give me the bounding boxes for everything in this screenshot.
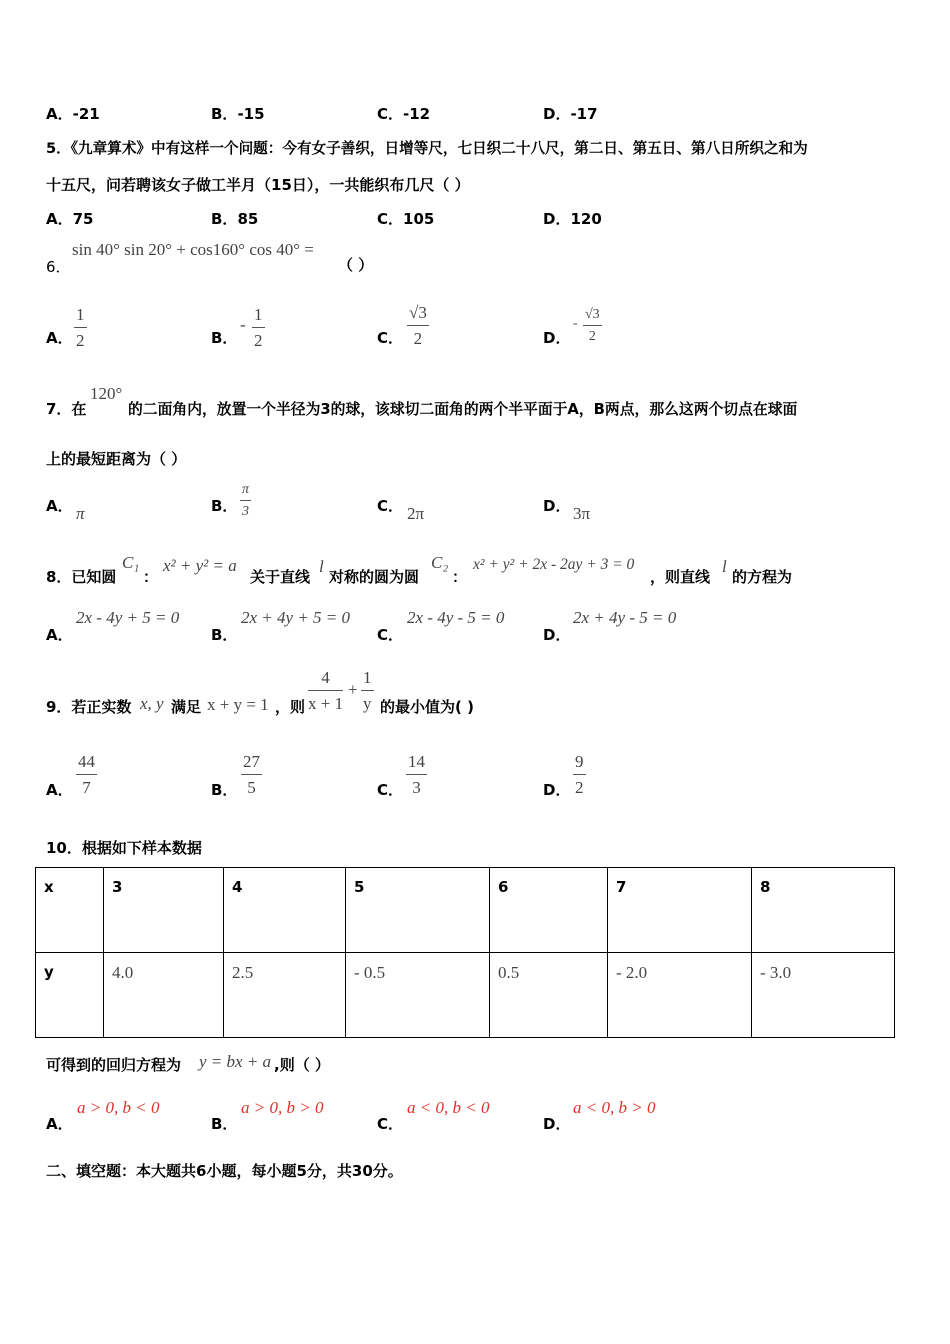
q6-option-b-fraction: $\frac{1}{2}$ (254, 305, 263, 350)
q7-stem-line1: 的二面角内，放置一个半径为3的球，该球切二面角的两个半平面于A，B两点，那么这两个切点在球面 (128, 401, 798, 418)
table-cell: - 2.0 (608, 953, 752, 1038)
q9-option-a-letter: A． (46, 781, 73, 799)
q10-option-d-letter: D． (543, 1115, 571, 1133)
q6-option-c-letter: C． (377, 329, 404, 347)
q9-tail: 的最小值为( ) (380, 698, 474, 716)
q8-c2-equation: x² + y² + 2x - 2ay + 3 = 0 (473, 556, 635, 573)
q6-option-b-letter: B． (211, 329, 238, 347)
q10-option-a-letter: A． (46, 1115, 73, 1133)
table-cell: - 0.5 (346, 953, 490, 1038)
q7-option-b-letter: B． (211, 497, 238, 515)
q5-stem-line1: 5．《九章算术》中有这样一个问题：今有女子善织，日增等尺，七日织二十八尺，第二日、第五日、第八日所织之和为 (46, 140, 808, 157)
q8-mid1: 关于直线 (250, 568, 311, 586)
q7-option-d-value: 3π (573, 504, 591, 523)
q4-option-d: D．-17 (543, 105, 598, 123)
table-row-y (36, 953, 895, 1038)
q7-option-c-value: 2π (407, 504, 425, 523)
q7-option-a-value: π (76, 504, 85, 523)
q6-expression: sin 40° sin 20° + cos160° cos 40° = (72, 240, 314, 259)
q10-option-b-value: a > 0, b > 0 (241, 1098, 324, 1117)
q9-cond-prefix: 满足 (171, 698, 202, 716)
q6-option-b-sign: - (240, 315, 246, 334)
q9-fraction-1: $\frac{4}{x + 1}$ (308, 668, 344, 713)
q10-option-d-value: a < 0, b > 0 (573, 1098, 656, 1117)
q7-option-b-fraction: $\frac{\pi}{3}$ (242, 482, 250, 519)
q8-line-l: l (319, 557, 324, 576)
q6-number: 6． (46, 258, 71, 276)
q9-fraction-2: $\frac{1}{y}$ (363, 668, 372, 713)
q10-option-b-letter: B． (211, 1115, 238, 1133)
q10-question-prefix: 可得到的回归方程为 (46, 1056, 182, 1074)
q4-option-a: A．-21 (46, 105, 100, 123)
q9-option-c-fraction: $\frac{14}{3}$ (408, 752, 425, 797)
table-cell-y-label: y (36, 953, 104, 1038)
q5-option-a: A．75 (46, 210, 94, 228)
table-cell: 7 (608, 868, 752, 953)
section-2-title: 二、填空题：本大题共6小题，每小题5分，共30分。 (46, 1162, 403, 1180)
q8-line-l-2: l (722, 557, 727, 576)
q8-option-b-letter: B． (211, 626, 238, 644)
q8-c1: C₁ (122, 553, 140, 572)
q5-option-d: D．120 (543, 210, 602, 228)
q8-option-c-letter: C． (377, 626, 404, 644)
q8-option-b-value: 2x + 4y + 5 = 0 (241, 608, 351, 627)
q5-option-c: C．105 (377, 210, 435, 228)
q10-option-c-letter: C． (377, 1115, 404, 1133)
q6-option-c-fraction: $\frac{√3}{2}$ (409, 303, 427, 348)
q9-condition: x + y = 1 (207, 695, 269, 714)
table-cell: 4.0 (104, 953, 224, 1038)
q7-angle: 120° (90, 384, 123, 403)
q9-vars: x, y (140, 694, 164, 713)
q6-option-d-letter: D． (543, 329, 571, 347)
q8-option-d-letter: D． (543, 626, 571, 644)
q9-option-b-letter: B． (211, 781, 238, 799)
q5-option-b: B．85 (211, 210, 259, 228)
table-cell: 4 (224, 868, 346, 953)
q4-option-c: C．-12 (377, 105, 431, 123)
q10-equation: y = bx + a (199, 1052, 272, 1071)
q8-option-d-value: 2x + 4y - 5 = 0 (573, 608, 677, 627)
q6-option-d-fraction: $\frac{√3}{2}$ (585, 307, 600, 344)
q8-option-c-value: 2x - 4y - 5 = 0 (407, 608, 505, 627)
q10-option-a-value: a > 0, b < 0 (77, 1098, 160, 1117)
q7-stem-line2: 上的最短距离为（ ） (46, 450, 187, 468)
q8-tail: ，则直线 (650, 568, 711, 586)
q9-number: 9．若正实数 (46, 698, 132, 716)
q9-then: ，则 (275, 698, 306, 716)
q8-mid2: 对称的圆为圆 (329, 568, 420, 586)
q8-tail2: 的方程为 (732, 568, 793, 586)
q4-option-b: B．-15 (211, 105, 265, 123)
q9-option-c-letter: C． (377, 781, 404, 799)
q8-option-a-value: 2x - 4y + 5 = 0 (76, 608, 180, 627)
q7-option-a-letter: A． (46, 497, 73, 515)
q10-question-suffix: ,则（ ） (274, 1056, 330, 1074)
q8-number: 8．已知圆 (46, 568, 117, 586)
q5-stem-line2: 十五尺，问若聘该女子做工半月（15日），一共能织布几尺（ ） (46, 176, 470, 194)
q8-option-a-letter: A． (46, 626, 73, 644)
table-cell: 6 (490, 868, 608, 953)
table-cell-x-label: x (36, 868, 104, 953)
q6-paren: （ ） (338, 256, 374, 274)
q7-option-d-letter: D． (543, 497, 571, 515)
table-row-x (36, 868, 895, 953)
q8-c2: C₂ (431, 553, 449, 572)
q9-plus: + (348, 680, 358, 699)
q7-option-c-letter: C． (377, 497, 404, 515)
table-cell: 3 (104, 868, 224, 953)
q9-option-d-fraction: $\frac{9}{2}$ (575, 752, 584, 797)
q8-colon-2: ： (452, 568, 468, 586)
q6-option-a-fraction: $\frac{1}{2}$ (76, 305, 85, 350)
q9-option-d-letter: D． (543, 781, 571, 799)
q7-number: 7．在 (46, 400, 87, 418)
q6-option-d-sign: - (573, 316, 578, 331)
q9-option-b-fraction: $\frac{27}{5}$ (243, 752, 260, 797)
table-cell: 5 (346, 868, 490, 953)
q8-colon-1: ： (143, 568, 159, 586)
q8-c1-equation: x² + y² = a (163, 556, 237, 575)
q10-data-table (35, 867, 895, 1038)
table-cell: - 3.0 (752, 953, 895, 1038)
table-cell: 0.5 (490, 953, 608, 1038)
q10-option-c-value: a < 0, b < 0 (407, 1098, 490, 1117)
table-cell: 8 (752, 868, 895, 953)
table-cell: 2.5 (224, 953, 346, 1038)
q9-option-a-fraction: $\frac{44}{7}$ (78, 752, 95, 797)
q6-option-a-letter: A． (46, 329, 73, 347)
q10-title: 10．根据如下样本数据 (46, 839, 202, 857)
